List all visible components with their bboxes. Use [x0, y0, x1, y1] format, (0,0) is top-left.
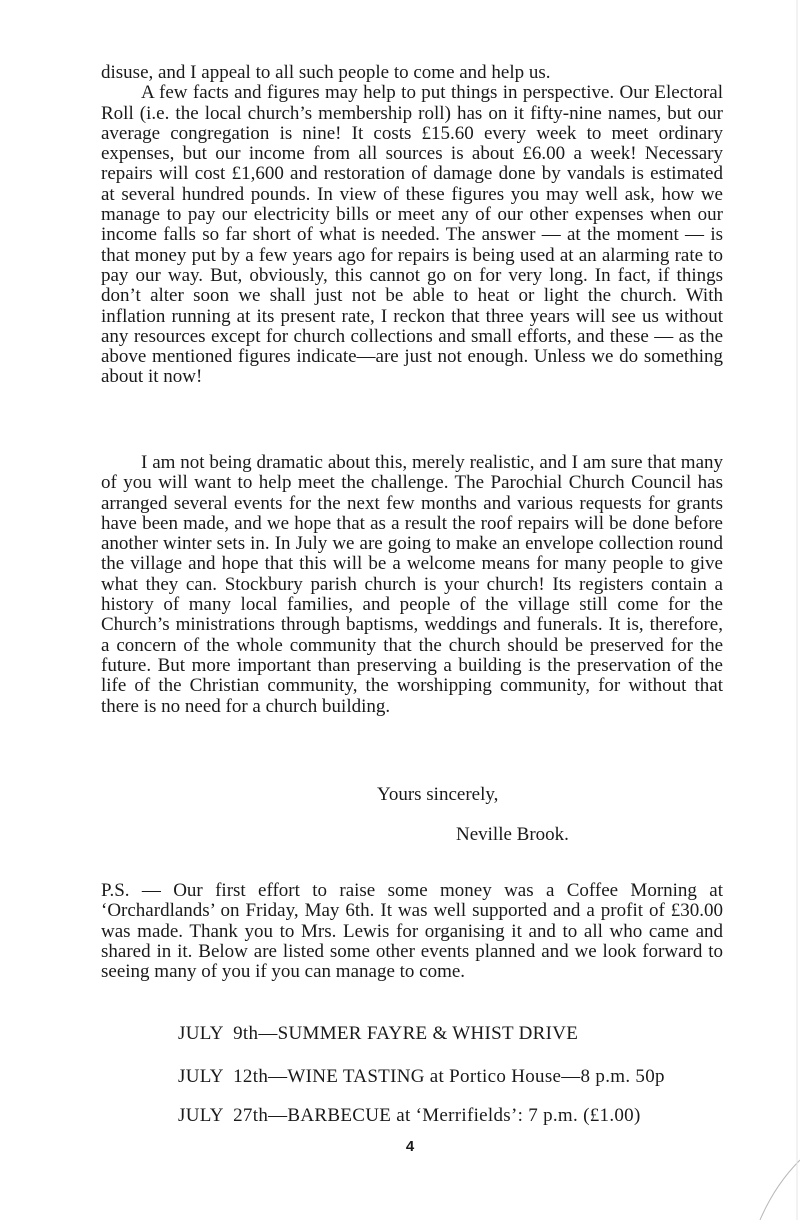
- postscript: P.S. — Our first effort to raise some money was a Coffee Morning at ‘Orchardlands’ on Friday, May 6th. It was well supported and a profit of £30.00 was made. Thank you to Mrs. Lewis for organising it and to all who came and shared in it. Below are listed some other events planned and we look forward to seeing many of you if you can manage to come.: [101, 880, 723, 983]
- event-list-item: JULY 12th—WINE TASTING at Portico House—8 p.m. 50p: [178, 1066, 665, 1087]
- paragraph-continuation: disuse, and I appeal to all such people to come and help us.: [101, 62, 551, 83]
- letter-body: [101, 63, 723, 388]
- event-list-item: JULY 27th—BARBECUE at ‘Merrifields’: 7 p.m. (£1.00): [178, 1105, 641, 1126]
- event-list-item: JULY 9th—SUMMER FAYRE & WHIST DRIVE: [178, 1023, 579, 1044]
- page-number: 4: [405, 1138, 415, 1155]
- letter-closing: Yours sincerely,: [377, 784, 499, 805]
- letter-signature: Neville Brook.: [456, 824, 569, 845]
- paragraph-realistic: I am not being dramatic about this, merely realistic, and I am sure that many of you will want to help meet the challenge. The Parochial Church Council has arranged several events for the next few months and various requests for grants have been made, and we hope that as a result the roof repairs will be done before another winter sets in. In July we are going to make an envelope collection round the village and hope that this will be a welcome means for many people to give what they can. Stockbury parish church is your church! Its registers contain a history of many local families, and people of the village still come for the Church’s ministrations through baptisms, weddings and funerals. It is, therefore, a concern of the whole community that the church should be preserved for the future. But more important than preserving a building is the preservation of the life of the Christian community, the worshipping community, for without that there is no need for a church building.: [101, 452, 723, 717]
- paragraph-facts: A few facts and figures may help to put things in perspective. Our Electoral Roll (i.e. the local church’s membership roll) has on it fifty-nine names, but our average congregation is nine! It costs £15.60 every week to meet ordinary expenses, but our income from all sources is about £6.00 a week! Necessary repairs will cost £1,600 and restoration of damage done by vandals is estimated at several hundred pounds. In view of these figures you may well ask, how we manage to pay our electricity bills or meet any of our other expenses when our income falls so far short of what is needed. The answer — at the moment — is that money put by a few years ago for repairs is being used at an alarming rate to pay our way. But, obviously, this cannot go on for very long. In fact, if things don’t alter soon we shall just not be able to heat or light the church. With inflation running at its present rate, I reckon that three years will see us without any resources except for church collections and small efforts, and these — as the above mentioned figures indicate—are just not enough. Unless we do something about it now!: [101, 82, 723, 388]
